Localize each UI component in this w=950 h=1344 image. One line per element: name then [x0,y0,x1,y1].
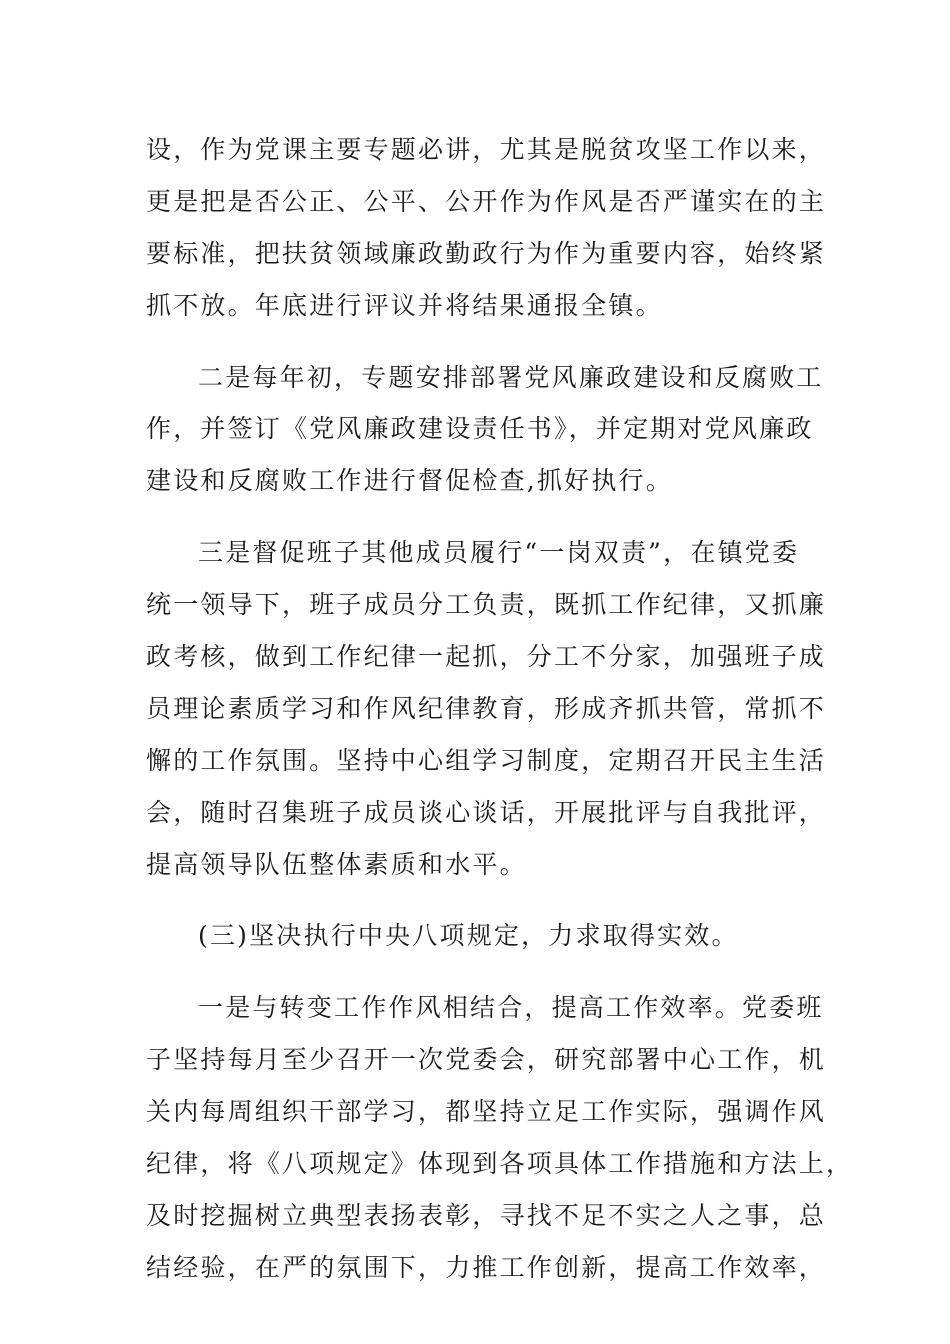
text-line: 纪律，将《八项规定》体现到各项具体工作措施和方法上， [146,1149,854,1179]
paragraph-gap [146,332,806,352]
text-line: 子坚持每月至少召开一次党委会，研究部署中心工作，机 [146,1045,827,1075]
text-line: 一是与转变工作作风相结合，提高工作效率。党委班 [198,993,824,1023]
text-line: 政考核，做到工作纪律一起抓，分工不分家，加强班子成 [146,642,827,672]
paragraph-gap [146,507,806,527]
paragraph-p1 [146,124,827,332]
text-line: 抓不放。年底进行评议并将结果通报全镇。 [146,290,663,320]
text-line: 二是每年初，专题安排部署党风廉政建设和反腐败工 [198,362,824,392]
section-heading: (三)坚决执行中央八项规定，力求取得实效。 [198,921,739,951]
paragraph-p5 [146,982,854,1293]
text-line: 设，作为党课主要专题必讲，尤其是脱贫攻坚工作以来， [146,135,827,164]
text-line: 建设和反腐败工作进行督促检查,抓好执行。 [146,466,673,496]
text-line: 更是把是否公正、公平、公开作为作风是否严谨实在的主 [146,186,827,216]
text-line: 会，随时召集班子成员谈心谈话，开展批评与自我批评， [146,797,827,827]
text-line: 要标准，把扶贫领域廉政勤政行为作为重要内容，始终紧 [146,238,827,268]
text-line: 员理论素质学习和作风纪律教育，形成齐抓共管，常抓不 [146,693,827,723]
text-line: 统一领导下，班子成员分工负责，既抓工作纪律，又抓廉 [146,590,827,620]
text-line: 懈的工作氛围。坚持中心组学习制度，定期召开民主生活 [146,745,827,775]
paragraph-gap [146,962,806,982]
document-body [146,124,854,1294]
paragraph-p4 [146,910,806,962]
text-line: 关内每周组织干部学习，都坚持立足工作实际，强调作风 [146,1097,827,1127]
text-line: 作，并签订《党风廉政建设责任书》，并定期对党风廉政 [146,414,814,444]
text-line: 及时挖掘树立典型表扬表彰，寻找不足不实之人之事，总 [146,1200,827,1230]
paragraph-gap [146,890,806,910]
paragraph-p3 [146,527,827,890]
paragraph-p2 [146,352,824,508]
text-line: 提高领导队伍整体素质和水平。 [146,849,527,879]
text-line: 三是督促班子其他成员履行“一岗双责”，在镇党委 [198,538,800,568]
text-line: 结经验，在严的氛围下，力推工作创新，提高工作效率， [146,1252,827,1282]
